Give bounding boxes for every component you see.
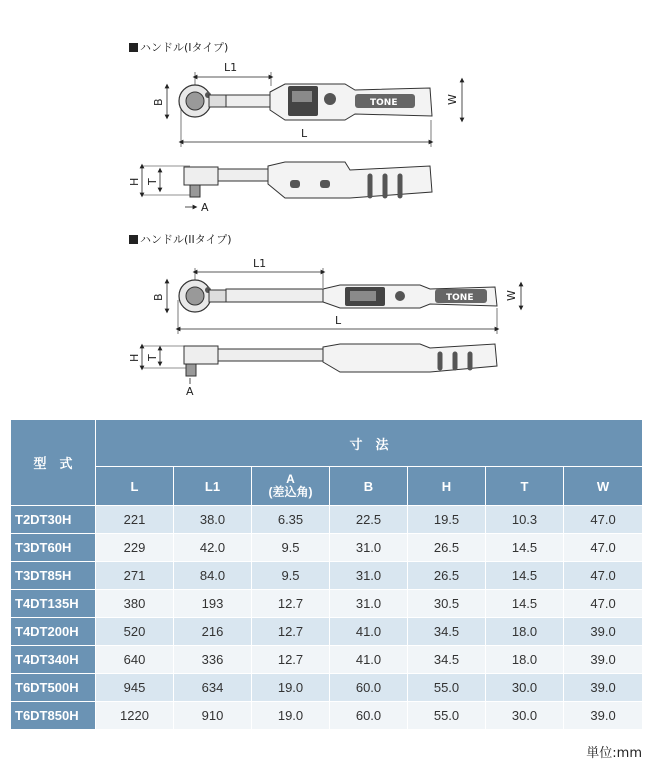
col-A-line1: A [286,472,295,486]
value-cell: 229 [96,534,174,562]
value-cell: 47.0 [564,506,643,534]
type2-side-view [128,344,497,398]
type1-title: ハンドル(Iタイプ) [140,41,229,54]
value-cell: 336 [174,646,252,674]
value-cell: 945 [96,674,174,702]
dim-B-2: B [152,293,165,301]
value-cell: 14.5 [486,562,564,590]
type1-top-view [152,61,462,147]
value-cell: 26.5 [408,562,486,590]
dim-L1: L1 [224,61,238,74]
table-row [11,618,643,646]
dim-W: W [446,94,459,105]
table-row [11,674,643,702]
value-cell: 910 [174,702,252,730]
col-W: W [564,467,643,506]
value-cell: 14.5 [486,590,564,618]
col-A [252,467,330,506]
brand-logo-2: TONE [446,293,474,303]
value-cell: 18.0 [486,618,564,646]
value-cell: 12.7 [252,618,330,646]
value-cell: 30.0 [486,674,564,702]
table-row [11,646,643,674]
value-cell: 30.0 [486,702,564,730]
value-cell: 39.0 [564,674,643,702]
spec-table [10,419,643,730]
dim-T1: T [146,178,159,185]
value-cell: 14.5 [486,534,564,562]
value-cell: 30.5 [408,590,486,618]
value-cell: 26.5 [408,534,486,562]
table-row [11,534,643,562]
value-cell: 216 [174,618,252,646]
value-cell: 12.7 [252,646,330,674]
dim-T2: T [146,354,159,361]
value-cell: 39.0 [564,646,643,674]
value-cell: 9.5 [252,534,330,562]
value-cell: 31.0 [330,590,408,618]
table-body [11,506,643,730]
type2-top-view [152,257,521,334]
value-cell: 55.0 [408,702,486,730]
value-cell: 41.0 [330,618,408,646]
value-cell: 34.5 [408,646,486,674]
value-cell: 60.0 [330,674,408,702]
value-cell: 193 [174,590,252,618]
type1-side-view [128,162,432,214]
value-cell: 634 [174,674,252,702]
dim-H2: H [128,353,141,362]
value-cell: 6.35 [252,506,330,534]
col-H: H [408,467,486,506]
value-cell: 31.0 [330,562,408,590]
value-cell: 31.0 [330,534,408,562]
value-cell: 22.5 [330,506,408,534]
model-cell: T6DT500H [11,674,96,702]
dimension-group-header: 寸 法 [96,420,643,467]
table-row [11,590,643,618]
value-cell: 221 [96,506,174,534]
model-cell: T3DT60H [11,534,96,562]
model-cell: T3DT85H [11,562,96,590]
value-cell: 60.0 [330,702,408,730]
dim-H1: H [128,177,141,186]
value-cell: 39.0 [564,618,643,646]
col-B: B [330,467,408,506]
col-A-line2: (差込角) [268,485,313,499]
table-row [11,562,643,590]
value-cell: 640 [96,646,174,674]
value-cell: 271 [96,562,174,590]
dim-W-2: W [505,290,518,301]
value-cell: 84.0 [174,562,252,590]
value-cell: 47.0 [564,590,643,618]
type2-title: ハンドル(IIタイプ) [140,233,232,246]
value-cell: 19.0 [252,702,330,730]
value-cell: 42.0 [174,534,252,562]
value-cell: 41.0 [330,646,408,674]
dim-L: L [301,127,308,140]
col-T: T [486,467,564,506]
dim-A1: A [201,201,209,214]
value-cell: 380 [96,590,174,618]
model-cell: T4DT135H [11,590,96,618]
model-cell: T6DT850H [11,702,96,730]
value-cell: 39.0 [564,702,643,730]
value-cell: 18.0 [486,646,564,674]
brand-logo-1: TONE [370,98,398,108]
dim-L1-2: L1 [253,257,267,270]
dim-L-2: L [335,314,342,327]
value-cell: 19.0 [252,674,330,702]
model-cell: T4DT340H [11,646,96,674]
table-row [11,506,643,534]
value-cell: 38.0 [174,506,252,534]
value-cell: 520 [96,618,174,646]
value-cell: 1220 [96,702,174,730]
value-cell: 12.7 [252,590,330,618]
unit-note: 単位:mm [586,746,642,761]
col-L1: L1 [174,467,252,506]
value-cell: 9.5 [252,562,330,590]
dim-A2: A [186,385,194,398]
dim-B: B [152,98,165,106]
table-row [11,702,643,730]
model-cell: T2DT30H [11,506,96,534]
col-L: L [96,467,174,506]
value-cell: 55.0 [408,674,486,702]
model-header: 型 式 [11,420,96,506]
value-cell: 10.3 [486,506,564,534]
value-cell: 47.0 [564,534,643,562]
value-cell: 47.0 [564,562,643,590]
value-cell: 34.5 [408,618,486,646]
value-cell: 19.5 [408,506,486,534]
model-cell: T4DT200H [11,618,96,646]
